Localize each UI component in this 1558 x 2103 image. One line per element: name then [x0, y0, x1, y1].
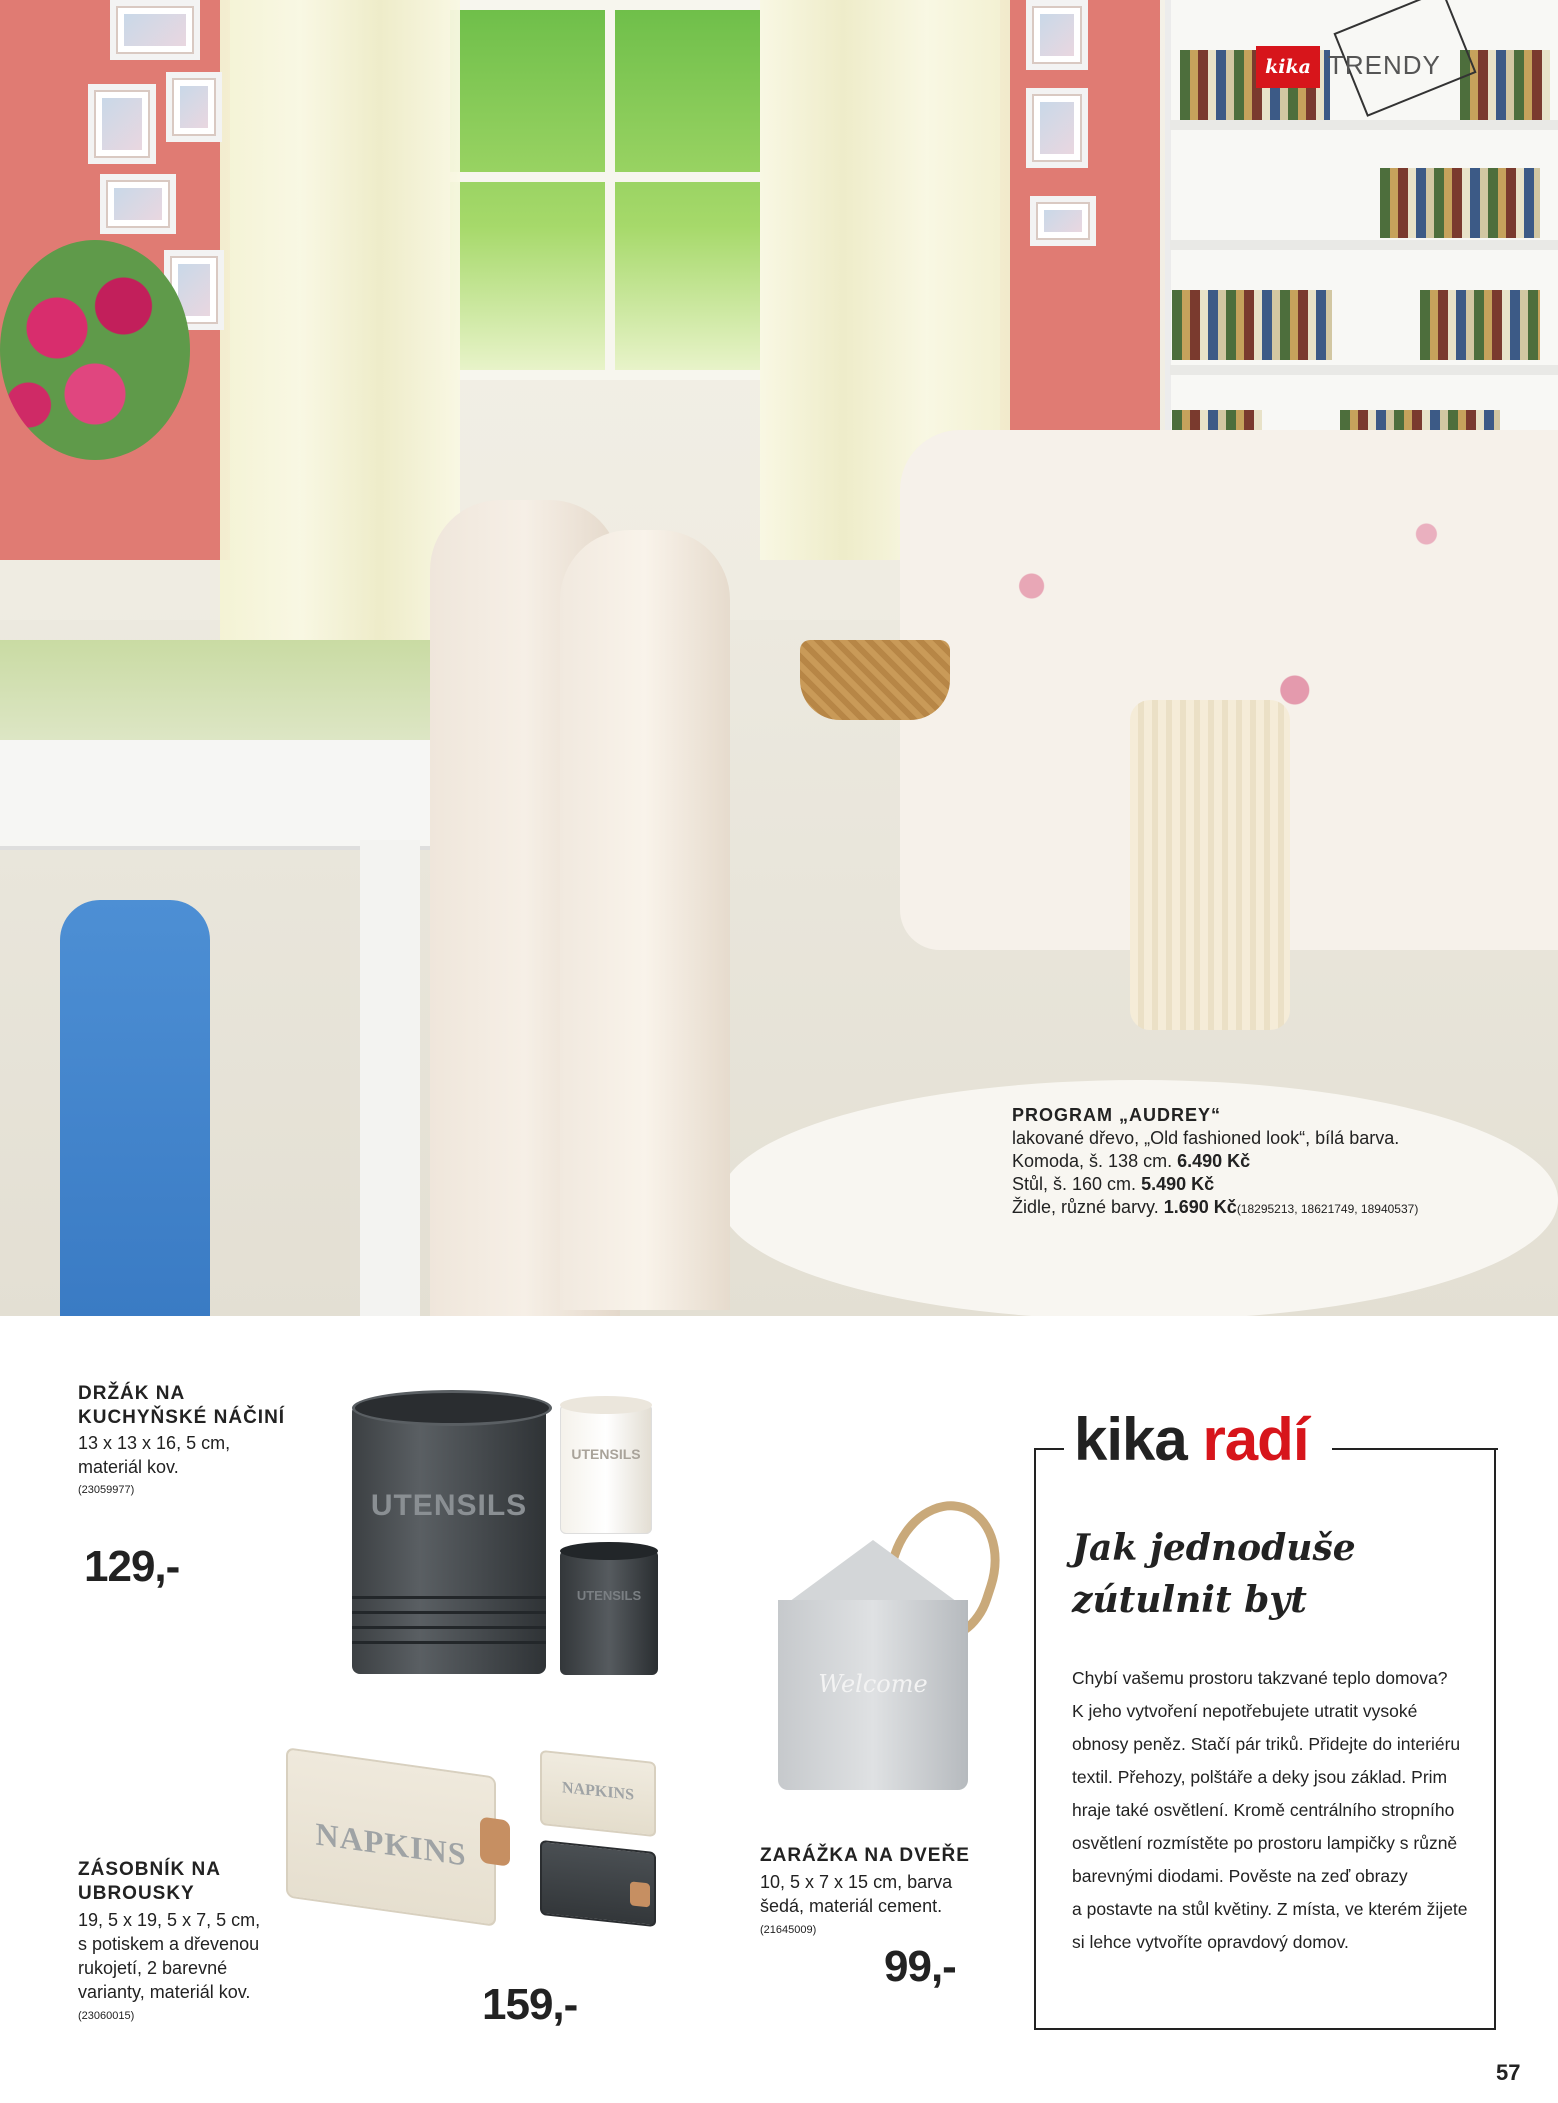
napkins-desc-line1: 19, 5 x 19, 5 x 7, 5 cm, — [78, 1910, 261, 1930]
books — [1172, 290, 1332, 360]
advice-word: radí — [1202, 1406, 1309, 1473]
doorstop-desc-line1: 10, 5 x 7 x 15 cm, barva — [760, 1872, 953, 1892]
program-caption — [1012, 1104, 1532, 1221]
wooden-handle — [480, 1817, 510, 1867]
doorstop-desc-line2: šedá, materiál cement. — [760, 1896, 943, 1916]
covered-chair — [560, 530, 730, 1310]
table-runner — [0, 640, 470, 750]
kika-logo: kika — [1256, 46, 1320, 88]
garden-window — [440, 0, 770, 380]
picture-frame — [1026, 88, 1088, 168]
napkin-box-small-image — [540, 1750, 656, 1837]
advice-brand: kika — [1074, 1406, 1187, 1473]
napkins-title-line2: UBROUSKY — [78, 1883, 195, 1904]
napkins-code: (23060015) — [78, 2010, 135, 2022]
utensil-title-line2: KUCHYŇSKÉ NÁČINÍ — [78, 1407, 286, 1428]
item-codes: (18295213, 18621749, 18940537) — [1236, 1202, 1419, 1216]
advice-text-line: barevnými diodami. Pověste na zeď obrazy — [1072, 1866, 1408, 1886]
blue-towel — [60, 900, 210, 1316]
caption-line: lakované dřevo, „Old fashioned look“, bílá barva. — [1012, 1128, 1400, 1148]
shelf-board — [1170, 240, 1558, 250]
dining-table — [0, 740, 470, 850]
utensil-price: 129,- — [84, 1542, 180, 1591]
advice-text-line: textil. Přehozy, polštáře a deky jsou základ. Prim — [1072, 1767, 1448, 1787]
advice-text — [1072, 1662, 1482, 1959]
advice-text-line: obnosy peněz. Stačí pár triků. Přidejte do interiéru — [1072, 1734, 1461, 1754]
napkin-box-large-image — [286, 1747, 496, 1927]
item-price: 6.490 Kč — [1177, 1151, 1251, 1171]
advice-heading — [1074, 1404, 1309, 1476]
rose-bouquet — [0, 240, 190, 460]
table-leg — [360, 840, 420, 1316]
section-label: TRENDY — [1328, 50, 1441, 80]
wooden-handle — [630, 1881, 650, 1907]
utensil-desc-line2: materiál kov. — [78, 1457, 179, 1477]
picture-frame — [1030, 196, 1096, 246]
advice-text-line: K jeho vytvoření nepotřebujete utratit vysoké — [1072, 1701, 1418, 1721]
shelf-board — [1170, 365, 1558, 375]
picture-frame — [100, 174, 176, 234]
advice-text-line: si lehce vytvoříte opravdový domov. — [1072, 1932, 1349, 1952]
caption-line — [1012, 1173, 1532, 1196]
advice-text-line: Chybí vašemu prostoru takzvané teplo domova? — [1072, 1668, 1448, 1688]
utensil-holder-small-image — [560, 1550, 658, 1675]
print-label: UTENSILS — [576, 1588, 642, 1603]
item-text: Komoda, š. 138 cm. — [1012, 1151, 1173, 1171]
advice-text-line: osvětlení rozmístěte po prostoru lampičky s různě — [1072, 1833, 1458, 1853]
caption-line — [1012, 1150, 1532, 1173]
doorstop-code: (21645009) — [760, 1924, 817, 1936]
shelf-board — [1170, 120, 1558, 130]
napkins-desc-line2: s potiskem a dřevenou — [78, 1934, 260, 1954]
knitted-throw — [1130, 700, 1290, 1030]
advice-text-line: a postavte na stůl květiny. Z místa, ve kterém žijete — [1072, 1899, 1468, 1919]
page-number: 57 — [1496, 2060, 1521, 2085]
advice-title — [1072, 1522, 1492, 1626]
advice-title-line: zútulnit byt — [1072, 1579, 1307, 1621]
program-title: PROGRAM „AUDREY“ — [1012, 1105, 1222, 1125]
picture-frame — [166, 72, 222, 142]
napkin-box-dark-image — [540, 1840, 656, 1927]
doorstop-price: 99,- — [884, 1942, 956, 1991]
napkins-desc-line3: rukojetí, 2 barevné — [78, 1958, 228, 1978]
item-text: Stůl, š. 160 cm. — [1012, 1174, 1137, 1194]
napkins-desc-line4: varianty, materiál kov. — [78, 1982, 251, 2002]
utensil-code: (23059977) — [78, 1484, 135, 1496]
item-price: 1.690 Kč — [1163, 1197, 1237, 1217]
curtain-left — [220, 0, 460, 700]
advice-box-top-border — [1034, 1448, 1064, 1450]
advice-title-line: Jak jednoduše — [1072, 1527, 1356, 1569]
print-label: UTENSILS — [370, 1489, 528, 1522]
picture-frame — [88, 84, 156, 164]
advice-text-line: hraje také osvětlení. Kromě centrálního stropního — [1072, 1800, 1455, 1820]
print-label: UTENSILS — [571, 1446, 641, 1462]
advice-box-top-border — [1332, 1448, 1498, 1450]
books — [1420, 290, 1540, 360]
print-label: Welcome — [818, 1670, 928, 1698]
item-price: 5.490 Kč — [1141, 1174, 1215, 1194]
print-label: NAPKINS — [315, 1815, 467, 1873]
door-stopper-image — [778, 1540, 968, 1790]
picture-frame — [1026, 0, 1088, 70]
print-label: NAPKINS — [561, 1779, 634, 1804]
doorstop-title: ZARÁŽKA NA DVEŘE — [760, 1845, 970, 1866]
can-rings — [352, 1584, 546, 1644]
item-text: Židle, různé barvy. — [1012, 1197, 1159, 1217]
books — [1380, 168, 1540, 238]
books — [1460, 50, 1550, 120]
utensil-title-line1: DRŽÁK NA — [78, 1383, 186, 1404]
caption-line — [1012, 1196, 1532, 1221]
napkins-price: 159,- — [482, 1980, 578, 2029]
utensil-desc-line1: 13 x 13 x 16, 5 cm, — [78, 1433, 231, 1453]
wicker-basket — [800, 640, 950, 720]
utensil-holder-white-image — [560, 1404, 652, 1534]
napkins-title-line1: ZÁSOBNÍK NA — [78, 1859, 221, 1880]
utensil-holder-large-image — [352, 1404, 546, 1674]
picture-frame — [110, 0, 200, 60]
